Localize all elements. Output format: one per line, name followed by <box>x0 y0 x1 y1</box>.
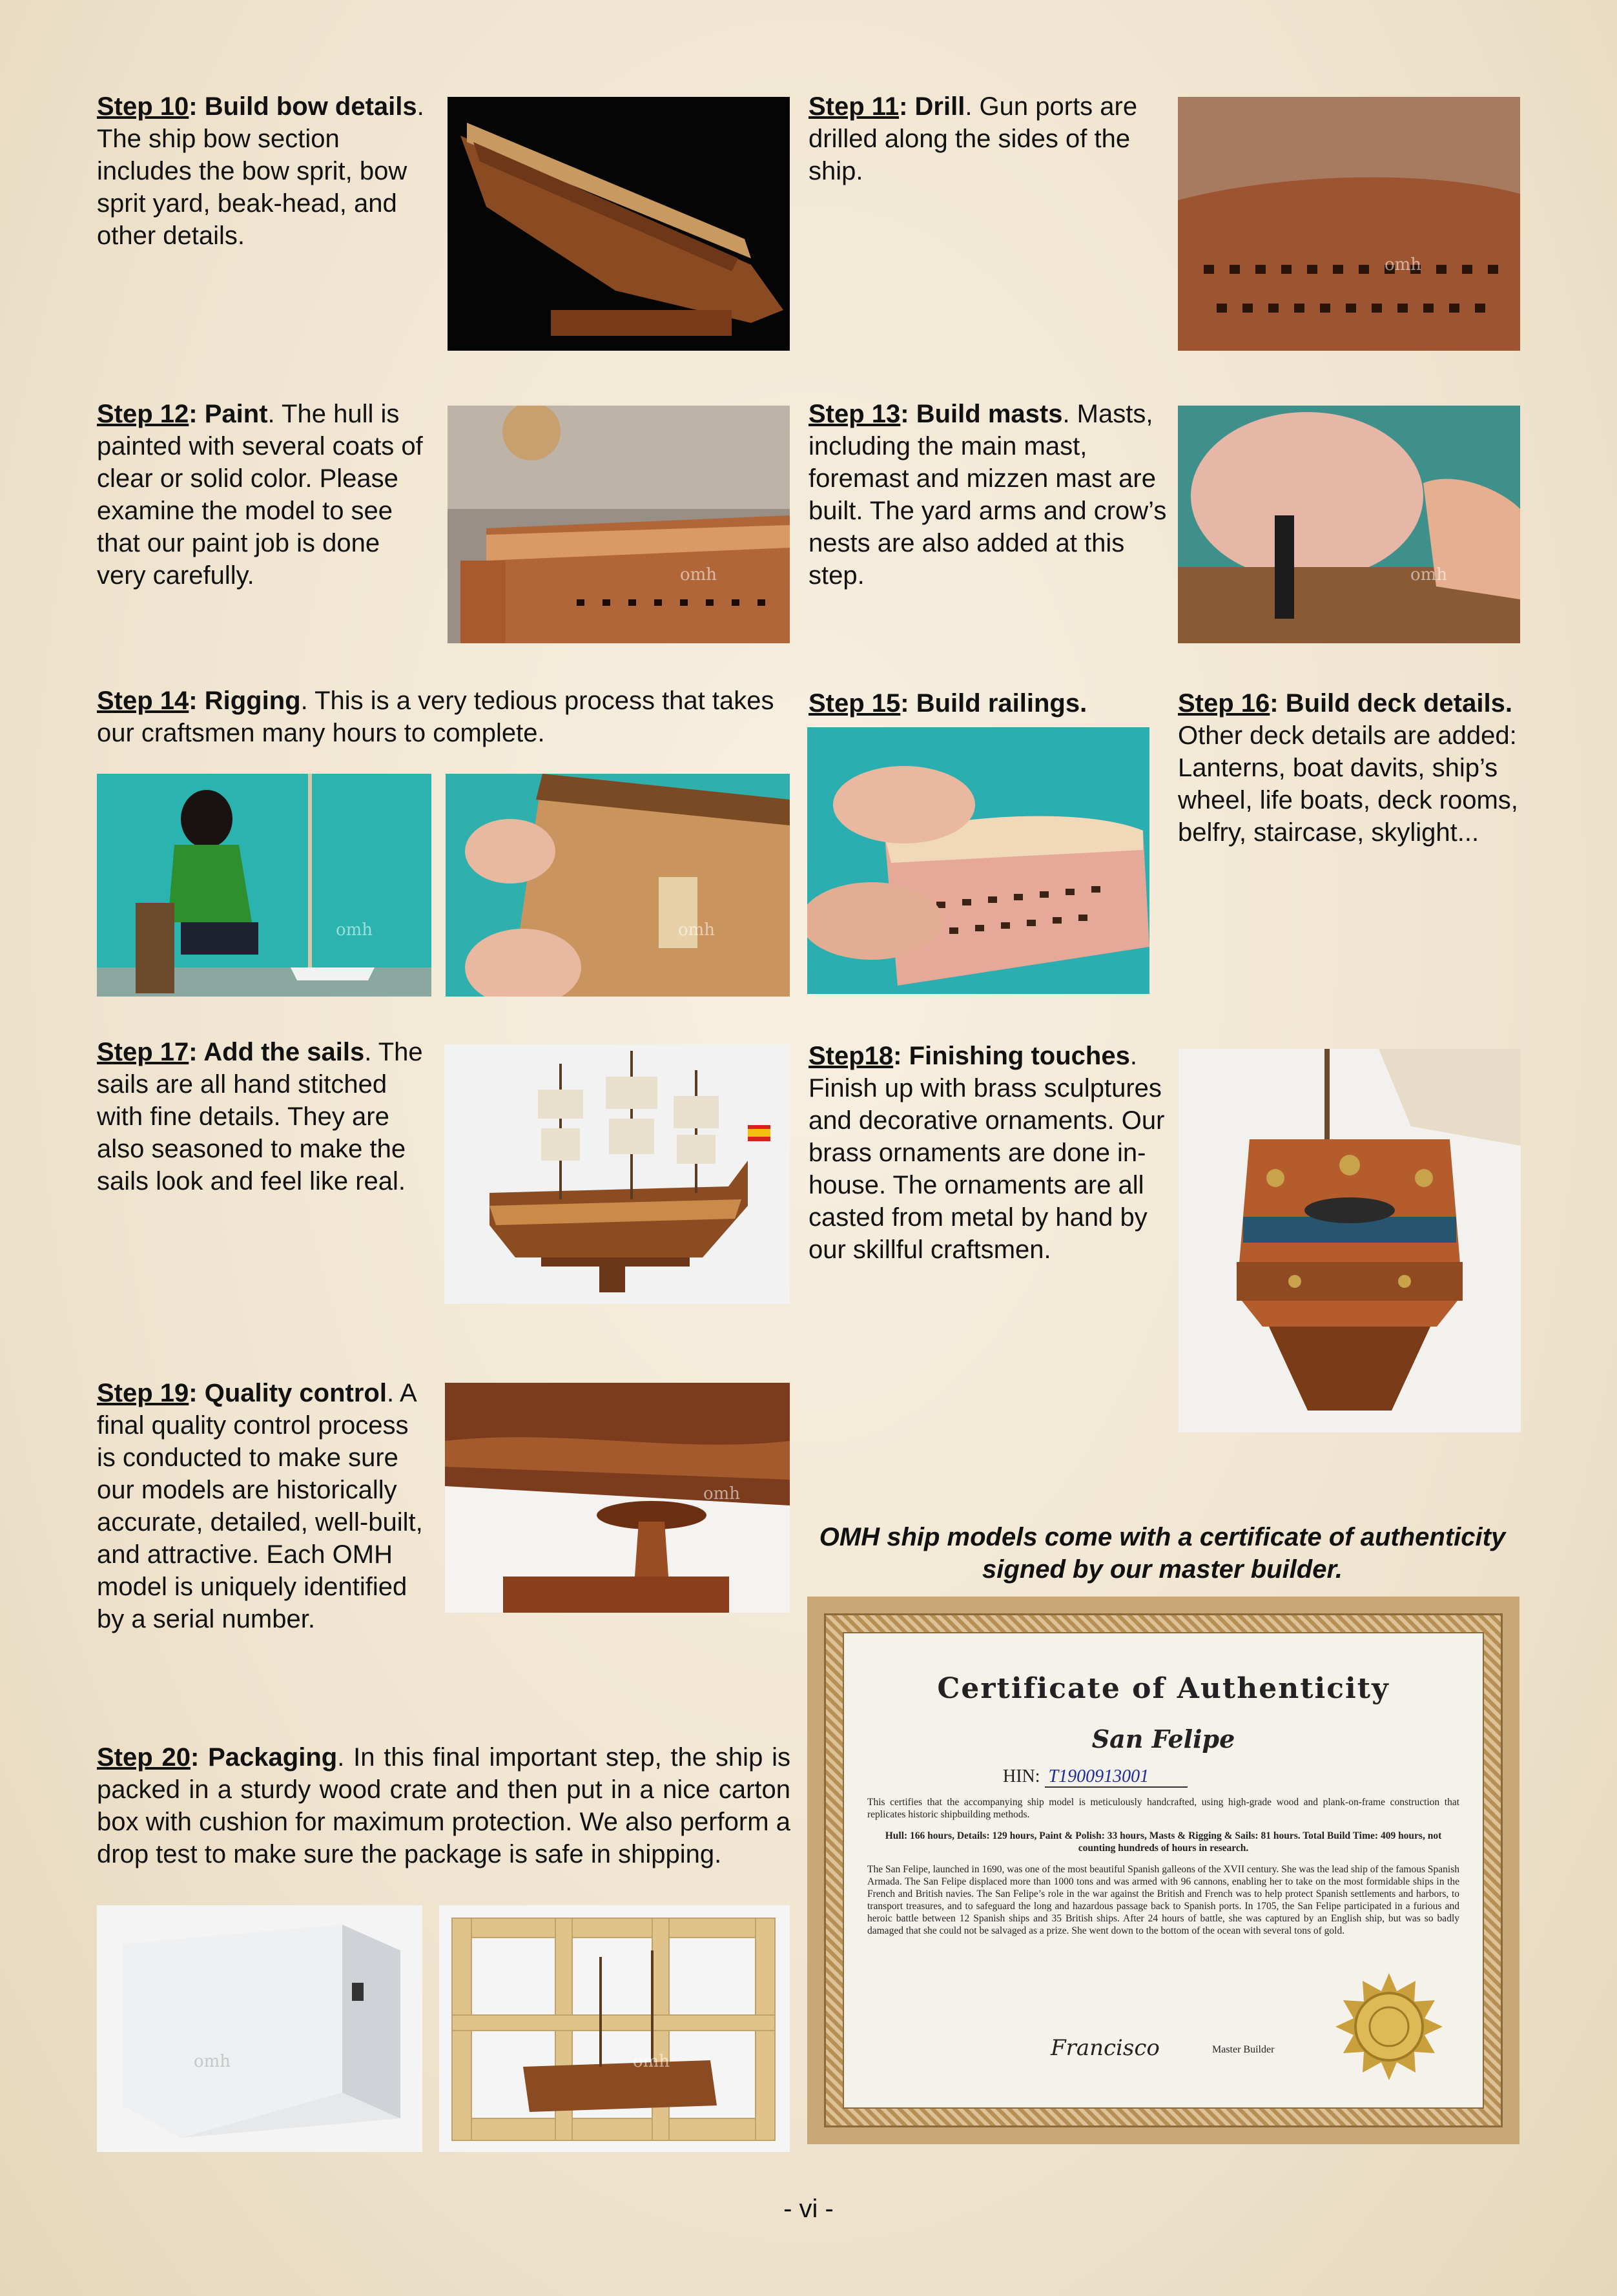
step-13-title: : Build masts <box>900 400 1063 428</box>
step-20-label: Step 20 <box>97 1743 191 1772</box>
step-19-title: : Quality control <box>189 1379 387 1407</box>
watermark: omh <box>678 920 716 940</box>
gold-seal-icon <box>1334 1972 1444 2082</box>
step-17-label: Step 17 <box>97 1038 189 1066</box>
step-12-title: : Paint <box>189 400 268 428</box>
step-13-body: . Masts, including the main mast, foremast and mizzen mast are built. The yard arms and crow’s nests are also added at this step. <box>808 400 1167 590</box>
step-19-text <box>97 1377 433 1635</box>
master-builder-signature: Francisco <box>1051 2035 1160 2061</box>
step-10-label: Step 10 <box>97 92 189 121</box>
step-18-text <box>808 1040 1170 1266</box>
step-13-text <box>808 398 1170 592</box>
certificate-hin <box>867 1766 1459 1787</box>
master-builder-title: Master Builder <box>1212 2044 1275 2055</box>
rigging-worker-photo <box>97 774 431 997</box>
watermark: omh <box>336 920 373 940</box>
wood-crate-photo <box>439 1905 790 2152</box>
step-18-label: Step18 <box>808 1042 894 1070</box>
certificate-inner <box>843 1632 1484 2109</box>
step-16-title: : Build deck details. <box>1270 689 1512 718</box>
gun-ports-photo <box>1178 97 1520 351</box>
step-15-label: Step 15 <box>808 689 901 718</box>
railings-photo <box>807 727 1149 994</box>
step-10-title: : Build bow details <box>189 92 417 121</box>
step-16-body: Other deck details are added: Lanterns, boat davits, ship’s wheel, life boats, deck rooms, belfry, staircase, skylight... <box>1178 721 1518 847</box>
step-17-title: : Add the sails <box>189 1038 365 1066</box>
watermark: omh <box>1410 565 1448 584</box>
step-12-text <box>97 398 433 592</box>
step-11-label: Step 11 <box>808 92 900 121</box>
certificate-ship-name: San Felipe <box>1091 1724 1235 1753</box>
hin-label: HIN: <box>1003 1766 1040 1786</box>
painting-photo <box>448 406 790 643</box>
step-10-body: . The ship bow section includes the bow sprit, bow sprit yard, beak-head, and other details. <box>97 92 424 250</box>
stern-ornaments-photo <box>1179 1049 1521 1432</box>
step-16-text <box>1178 687 1527 849</box>
step-15-text <box>808 687 1170 719</box>
step-17-text <box>97 1036 433 1197</box>
step-20-text <box>97 1741 790 1870</box>
step-14-body: . This is a very tedious process that takes our craftsmen many hours to complete. <box>97 687 774 747</box>
step-18-body: . Finish up with brass sculptures and decorative ornaments. Our brass ornaments are done in-house. The ornaments are all casted from metal by hand by our skillful craftsmen. <box>808 1042 1165 1264</box>
step-11-body: . Gun ports are drilled along the sides of the ship. <box>808 92 1138 185</box>
page-number: - vi - <box>783 2195 834 2223</box>
step-12-body: . The hull is painted with several coats of clear or solid color. Please examine the model to see that our paint job is done very carefully. <box>97 400 423 590</box>
watermark: omh <box>194 2052 231 2071</box>
step-20-body: . In this final important step, the ship is packed in a sturdy wood crate and then put in a nice carton box with cushion for maximum protection. We also perform a drop test to make sure the package is safe in shipping. <box>97 1743 790 1868</box>
step-14-label: Step 14 <box>97 687 189 715</box>
step-18-title: : Finishing touches <box>893 1042 1130 1070</box>
watermark: omh <box>680 565 717 584</box>
watermark: omh <box>633 2052 670 2071</box>
step-17-body: . The sails are all hand stitched with fine details. They are also seasoned to make the sails look and feel like real. <box>97 1038 423 1195</box>
step-11-text <box>808 90 1170 187</box>
certificate-hours: Hull: 166 hours, Details: 129 hours, Paint & Polish: 33 hours, Masts & Rigging & Sails: 81 hours. Total Build Time: 409 hours, not counting hundreds of hours in research. <box>885 1830 1442 1854</box>
certificate-intro: This certifies that the accompanying ship model is meticulously handcrafted, using high-grade wood and plank-on-frame construction that replicates historic shipbuilding methods. <box>867 1797 1459 1820</box>
step-19-label: Step 19 <box>97 1379 189 1407</box>
quality-control-photo <box>445 1383 790 1613</box>
step-16-label: Step 16 <box>1178 689 1270 718</box>
step-15-title: : Build railings. <box>900 689 1087 718</box>
step-10-text <box>97 90 433 252</box>
certificate-photo <box>807 1597 1519 2144</box>
masts-photo <box>1178 406 1520 643</box>
rigging-closeup-photo <box>446 774 790 997</box>
watermark: omh <box>703 1484 741 1504</box>
carton-box-photo <box>97 1905 422 2152</box>
step-14-text <box>97 685 794 749</box>
certificate-caption: OMH ship models come with a certificate of authenticity signed by our master builder. <box>819 1523 1506 1584</box>
watermark: omh <box>1385 255 1422 274</box>
bow-details-photo <box>448 97 790 351</box>
step-19-body: . A final quality control process is conducted to make sure our models are historically accurate, detailed, well-built, and attractive. Each OMH model is uniquely identified by a serial number. <box>97 1379 423 1633</box>
step-13-label: Step 13 <box>808 400 901 428</box>
hin-value: T1900913001 <box>1045 1766 1188 1788</box>
certificate-title: Certificate of Authenticity <box>937 1672 1390 1705</box>
step-14-title: : Rigging <box>189 687 301 715</box>
step-20-title: : Packaging <box>190 1743 338 1772</box>
ship-with-sails-photo <box>444 1044 790 1304</box>
step-12-label: Step 12 <box>97 400 189 428</box>
step-11-title: : Drill <box>899 92 965 121</box>
certificate-history: The San Felipe, launched in 1690, was one of the most beautiful Spanish galleons of the XVII century. She was the lead ship of the famous Spanish Armada. The San Felipe displaced more than 1000 tons and was armed with 96 cannons, enabling her to take on the most formidable ships in the French and British navies. The San Felipe’s role in the war against the British and French was to help protect Spanish settlements and harbors, to transport treasures, and to safeguard the long and hazardous passage back to Spanish ports. In 1705, the San Felipe participated in a furious and heroic battle between 12 Spanish ships and 35 British ships. After 24 hours of battle, she was captured by an English ship, but was so badly damaged that she could not be salvaged as a prize. She went down to the bottom of the ocean with several tons of gold. <box>867 1864 1459 1936</box>
certificate-border <box>824 1613 1503 2127</box>
